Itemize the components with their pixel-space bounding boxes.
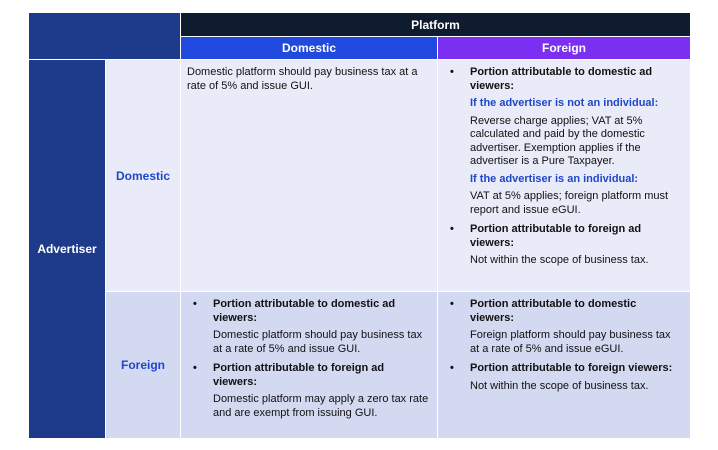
- column-header-domestic: Domestic: [181, 37, 437, 59]
- cell-domestic-domestic: [181, 60, 437, 291]
- cell-foreign-domestic: [181, 292, 437, 438]
- bullet-item: [187, 298, 429, 356]
- bullet-title: Portion attributable to foreign ad viewers:: [470, 223, 642, 249]
- bullet-text: Foreign platform should pay business tax at a rate of 5% and issue eGUI.: [470, 329, 671, 355]
- advertiser-label: Advertiser: [29, 60, 105, 438]
- row-label-foreign: Foreign: [106, 292, 180, 438]
- cell-domestic-foreign: [438, 60, 690, 291]
- platform-header: Platform: [181, 13, 690, 36]
- bullet-title: Portion attributable to domestic viewers:: [470, 298, 637, 324]
- bullet-title: Portion attributable to foreign viewers:: [470, 362, 673, 374]
- cell-text: Domestic platform should pay business tax at a rate of 5% and issue GUI.: [187, 66, 418, 92]
- bullet-icon: •: [450, 223, 454, 235]
- bullet-text: Not within the scope of business tax.: [470, 254, 649, 266]
- sub-heading: If the advertiser is an individual:: [470, 172, 639, 185]
- cell-foreign-foreign: [438, 292, 690, 438]
- bullet-title: Portion attributable to domestic ad viewers:: [470, 66, 653, 92]
- bullet-item: [444, 362, 682, 393]
- bullet-icon: •: [193, 298, 197, 310]
- corner-block: [29, 13, 180, 59]
- row-label-domestic: Domestic: [106, 60, 180, 291]
- bullet-icon: •: [193, 362, 197, 374]
- bullet-text: Reverse charge applies; VAT at 5% calculated and paid by the domestic advertiser. Exemption applies if the advertiser is a Pure Taxpayer.: [470, 114, 645, 167]
- bullet-title: Portion attributable to foreign ad viewers:: [213, 362, 385, 388]
- bullet-icon: •: [450, 66, 454, 78]
- bullet-icon: •: [450, 298, 454, 310]
- bullet-item: [444, 298, 682, 356]
- bullet-icon: •: [450, 362, 454, 374]
- bullet-item: [444, 223, 682, 268]
- bullet-text: Domestic platform should pay business tax at a rate of 5% and issue GUI.: [213, 329, 423, 355]
- bullet-text: VAT at 5% applies; foreign platform must report and issue eGUI.: [470, 190, 669, 216]
- bullet-item: [444, 66, 682, 217]
- bullet-item: [187, 362, 429, 420]
- column-header-foreign: Foreign: [438, 37, 690, 59]
- bullet-text: Domestic platform may apply a zero tax rate and are exempt from issuing GUI.: [213, 393, 429, 419]
- sub-heading: If the advertiser is not an individual:: [470, 97, 659, 109]
- bullet-title: Portion attributable to domestic ad viewers:: [213, 298, 396, 324]
- bullet-text: Not within the scope of business tax.: [470, 379, 649, 392]
